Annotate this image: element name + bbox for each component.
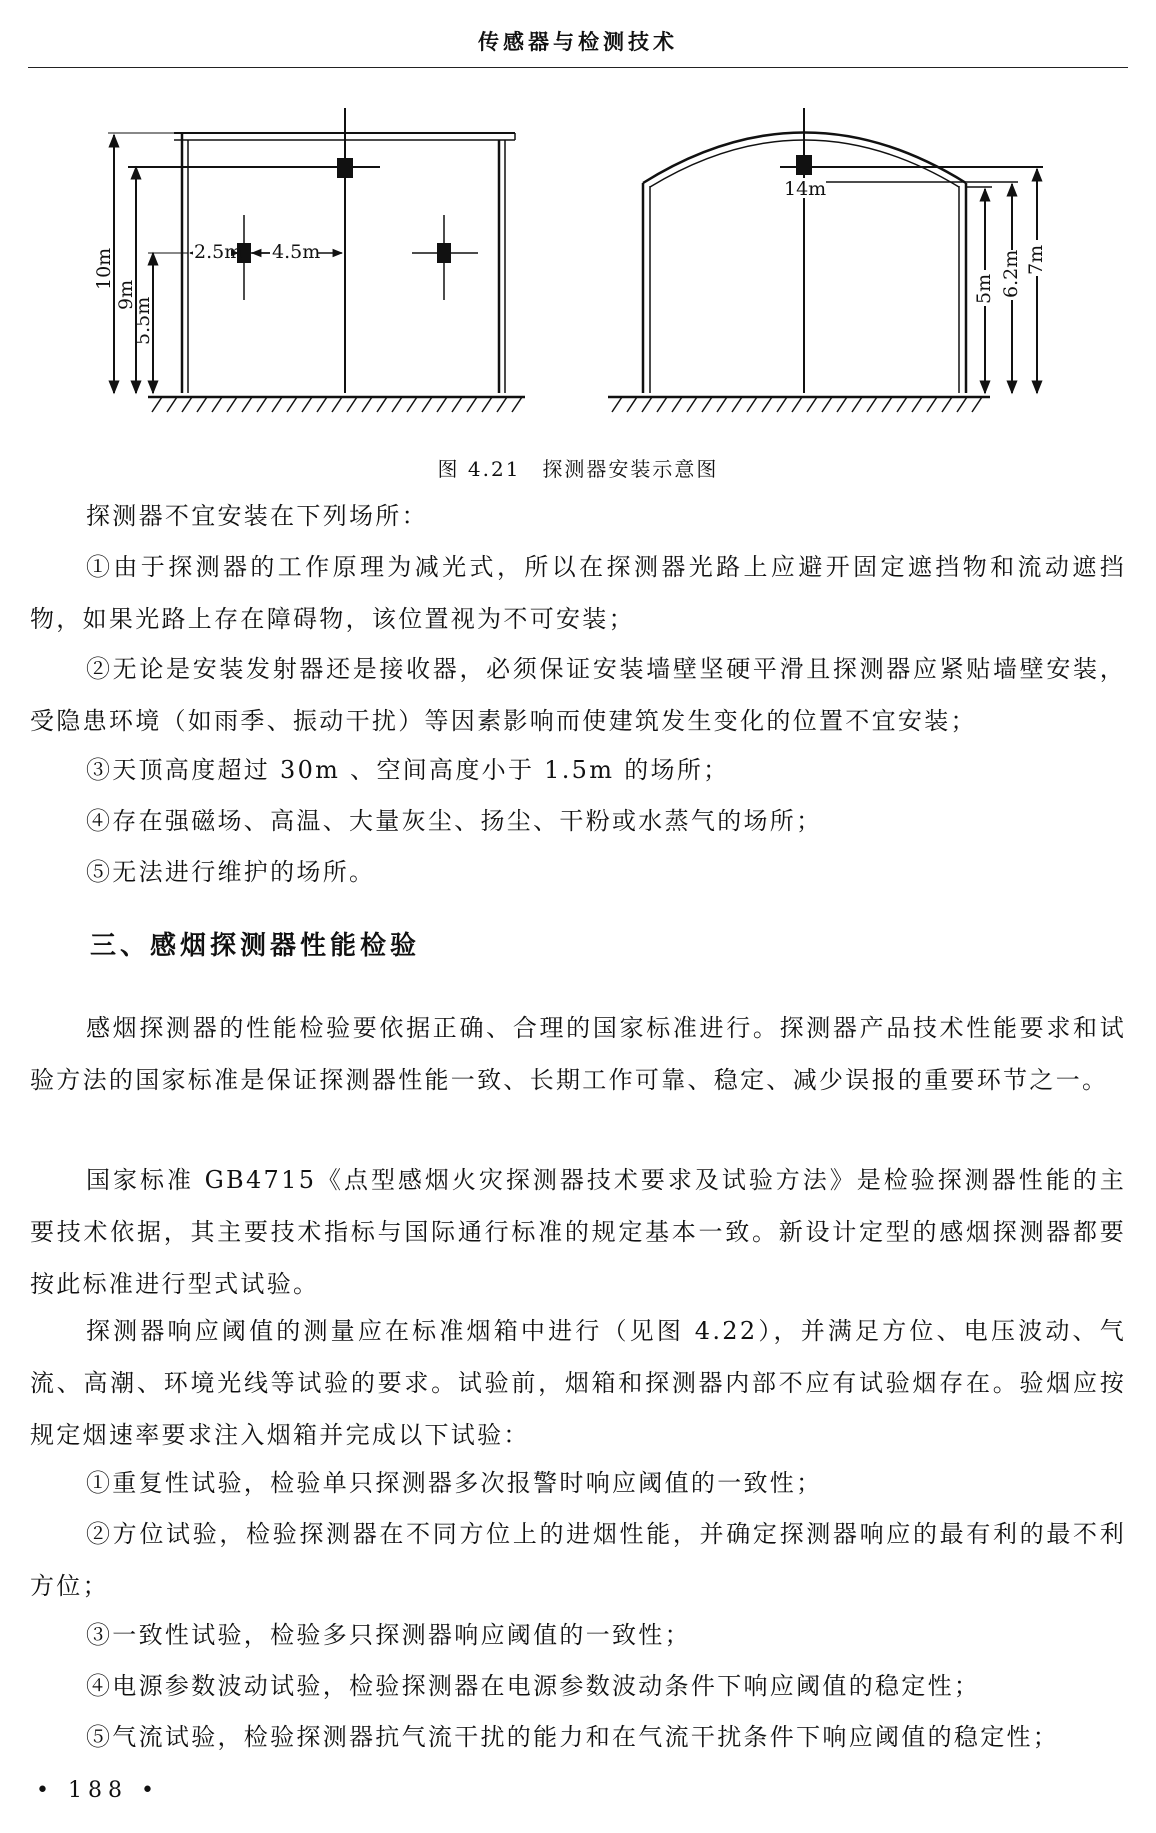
ground-hatch [152, 397, 522, 412]
page-number: • 188 • [36, 1778, 160, 1803]
place-item-2: ②无论是安装发射器还是接收器，必须保证安装墙壁坚硬平滑且探测器应紧贴墙壁安装，受隐患环境（如雨季、振动干扰）等因素影响而使建筑发生变化的位置不宜安装； [30, 655, 1126, 735]
test-item-1: ①重复性试验，检验单只探测器多次报警时响应阈值的一致性； [86, 1469, 823, 1497]
place-item-4: ④存在强磁场、高温、大量灰尘、扬尘、干粉或水蒸气的场所； [86, 807, 823, 835]
test-item-2: ②方位试验，检验探测器在不同方位上的进烟性能，并确定探测器响应的最有利的最不利方位； [30, 1520, 1126, 1600]
label-4-5m: 4.5m [272, 241, 321, 263]
section-heading: 三、感烟探测器性能检验 [90, 931, 421, 961]
header-rule [28, 67, 1128, 68]
arched-roof-labels [782, 178, 1047, 306]
label-5-5m: 5.5m [132, 296, 154, 345]
intro-line: 探测器不宜安装在下列场所： [86, 502, 428, 530]
figure-caption: 图 4.21 探测器安装示意图 [437, 457, 719, 481]
detector-icon [796, 155, 812, 175]
label-14m: 14m [784, 178, 827, 200]
arched-roof-diagram [608, 108, 1043, 412]
ground-hatch [612, 397, 982, 412]
label-2-5m: 2.5m [194, 241, 243, 263]
body-paragraph-2: 国家标准 GB4715《点型感烟火灾探测器技术要求及试验方法》是检验探测器性能的主要技术依据，其主要技术指标与国际通行标准的规定基本一致。新设计定型的感烟探测器都要按此标准进行型式试验。 [30, 1166, 1126, 1298]
body-paragraph-3: 探测器响应阈值的测量应在标准烟箱中进行（见图 4.22），并满足方位、电压波动、气流、高潮、环境光线等试验的要求。试验前，烟箱和探测器内部不应有试验烟存在。验烟应按规定烟速率要求注入烟箱并完成以下试验： [30, 1317, 1126, 1449]
detector-icon [437, 243, 451, 263]
test-item-4: ④电源参数波动试验，检验探测器在电源参数波动条件下响应阈值的稳定性； [86, 1672, 981, 1700]
label-7m: 7m [1025, 244, 1047, 275]
test-item-5: ⑤气流试验，检验探测器抗气流干扰的能力和在气流干扰条件下响应阈值的稳定性； [86, 1723, 1060, 1751]
place-item-5: ⑤无法进行维护的场所。 [86, 858, 376, 886]
test-item-3: ③一致性试验，检验多只探测器响应阈值的一致性； [86, 1621, 691, 1649]
body-paragraph-1: 感烟探测器的性能检验要依据正确、合理的国家标准进行。探测器产品技术性能要求和试验方法的国家标准是保证探测器性能一致、长期工作可靠、稳定、减少误报的重要环节之一。 [30, 1014, 1126, 1094]
running-header: 传感器与检测技术 [478, 29, 678, 54]
detector-installation-figure [0, 80, 1156, 440]
place-item-3: ③天顶高度超过 30m 、空间高度小于 1.5m 的场所； [86, 756, 730, 784]
label-6-2m: 6.2m [1000, 249, 1022, 298]
label-5m: 5m [973, 273, 995, 304]
detector-icons-right [796, 155, 812, 175]
label-9m: 9m [115, 279, 137, 310]
flat-roof-labels [93, 240, 320, 345]
place-item-1: ①由于探测器的工作原理为减光式，所以在探测器光路上应避开固定遮挡物和流动遮挡物，如果光路上存在障碍物，该位置视为不可安装； [30, 553, 1126, 633]
detector-icon [337, 158, 353, 178]
label-10m: 10m [93, 247, 115, 290]
